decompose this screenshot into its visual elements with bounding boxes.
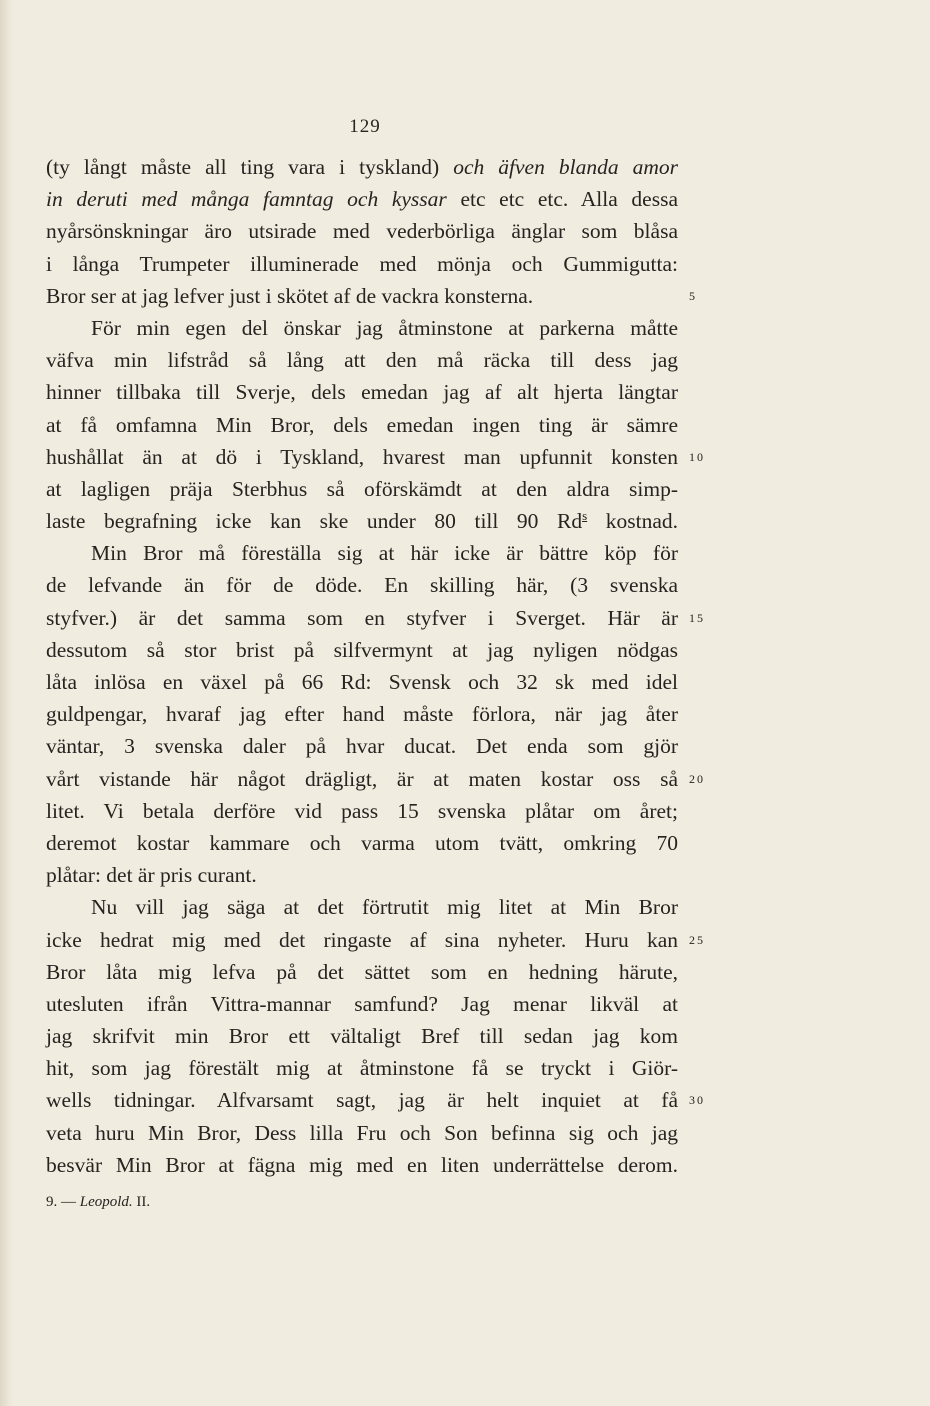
text-line: Nu vill jag säga at det förtrutit mig litet at Min Bror <box>91 895 678 920</box>
text-line <box>46 280 697 312</box>
text-line: plåtar: det är pris curant. <box>46 863 257 888</box>
text-line: dessutom så stor brist på silfvermynt at jag nyligen nödgas <box>46 637 678 662</box>
text-line: hinner tillbaka till Sverje, dels emedan jag af alt hjerta längtar <box>46 380 678 405</box>
italic-quote: in deruti med många famntag och kyssar <box>46 187 447 212</box>
text-line: väfva min lifstråd så lång att den må räcka till dess jag <box>46 348 678 373</box>
text-line: at lagligen präja Sterbhus så oförskämdt at den aldra simp- <box>46 476 678 501</box>
body-text <box>46 151 705 1181</box>
text-line: låta inlösa en växel på 66 Rd: Svensk och 32 sk med idel <box>46 670 678 694</box>
text-line: i långa Trumpeter illuminerade med mönja och Gummigutta: <box>46 251 678 276</box>
margin-line-number: 5 <box>689 288 697 303</box>
text-line <box>46 924 705 956</box>
text-line <box>46 1084 705 1116</box>
text-line <box>46 505 678 537</box>
text-line: Min Bror må föreställa sig at här icke är bättre köp för <box>91 541 678 566</box>
text-line: deremot kostar kammare och varma utom tvätt, omkring 70 <box>46 830 678 855</box>
text-line: nyårsönskningar äro utsirade med vederbörliga änglar som blåsa <box>46 219 678 244</box>
line-text: vårt vistande här något drägligt, är at maten kostar oss så <box>46 766 678 791</box>
text-line: litet. Vi betala derföre vid pass 15 svenska plåtar om året; <box>46 798 678 823</box>
text-line <box>46 763 705 795</box>
margin-line-number: 20 <box>689 771 705 786</box>
sheet-number: 9. <box>46 1194 58 1210</box>
line-text: hushållat än at dö i Tyskland, hvarest man upfunnit konsten <box>46 444 678 469</box>
margin-line-number: 25 <box>689 932 705 947</box>
text-line: utesluten ifrån Vittra-mannar samfund? Jag menar likväl at <box>46 991 678 1016</box>
signature-mark <box>46 1191 150 1213</box>
page-edge-shadow <box>0 0 14 1406</box>
text-line: de lefvande än för de döde. En skilling här, (3 svenska <box>46 573 678 598</box>
text-line: veta huru Min Bror, Dess lilla Fru och Son befinna sig och jag <box>46 1120 678 1145</box>
line-text: Bror ser at jag lefver just i skötet af de vackra konsterna. <box>46 283 534 308</box>
text-line: Bror låta mig lefva på det sättet som en hedning härute, <box>46 959 678 984</box>
author-name: Leopold. <box>79 1194 133 1210</box>
text-line: besvär Min Bror at fägna mig med en liten underrättelse derom. <box>46 1152 678 1177</box>
line-text: laste begrafning icke kan ske under 80 till 90 Rd <box>46 509 583 534</box>
page-number: 129 <box>349 116 381 137</box>
text-line: at få omfamna Min Bror, dels emedan ingen ting är sämre <box>46 412 678 437</box>
volume-number: II. <box>136 1194 151 1210</box>
superscript-abbreviation: s <box>582 507 588 523</box>
line-text: styfver.) är det samma som en styfver i Sverget. Här är <box>46 605 678 630</box>
text-line <box>46 151 678 183</box>
signature-dash: — <box>61 1194 76 1210</box>
text-line: För min egen del önskar jag åtminstone at parkerna måtte <box>91 315 678 340</box>
line-text: kostnad. <box>587 509 678 534</box>
text-line: hit, som jag förestält mig at åtminstone få se tryckt i Giör- <box>46 1056 678 1081</box>
text-line <box>46 602 705 634</box>
text-line: guldpengar, hvaraf jag efter hand måste förlora, när jag åter <box>46 702 678 727</box>
text-line: jag skrifvit min Bror ett vältaligt Bref till sedan jag kom <box>46 1024 678 1049</box>
line-text: wells tidningar. Alfvarsamt sagt, jag är helt inquiet at få <box>46 1088 678 1113</box>
line-text: (ty långt måste all ting vara i tyskland) <box>46 155 454 179</box>
text-line <box>46 441 705 473</box>
text-line <box>46 183 678 215</box>
margin-line-number: 30 <box>689 1093 705 1108</box>
italic-quote: och äfven blanda amor <box>453 155 678 179</box>
margin-line-number: 15 <box>689 610 705 625</box>
line-text: icke hedrat mig med det ringaste af sina nyheter. Huru kan <box>46 927 678 952</box>
margin-line-number: 10 <box>689 449 705 464</box>
text-line: väntar, 3 svenska daler på hvar ducat. Det enda som gjör <box>46 734 678 759</box>
line-text: etc etc etc. Alla dessa <box>446 187 679 212</box>
